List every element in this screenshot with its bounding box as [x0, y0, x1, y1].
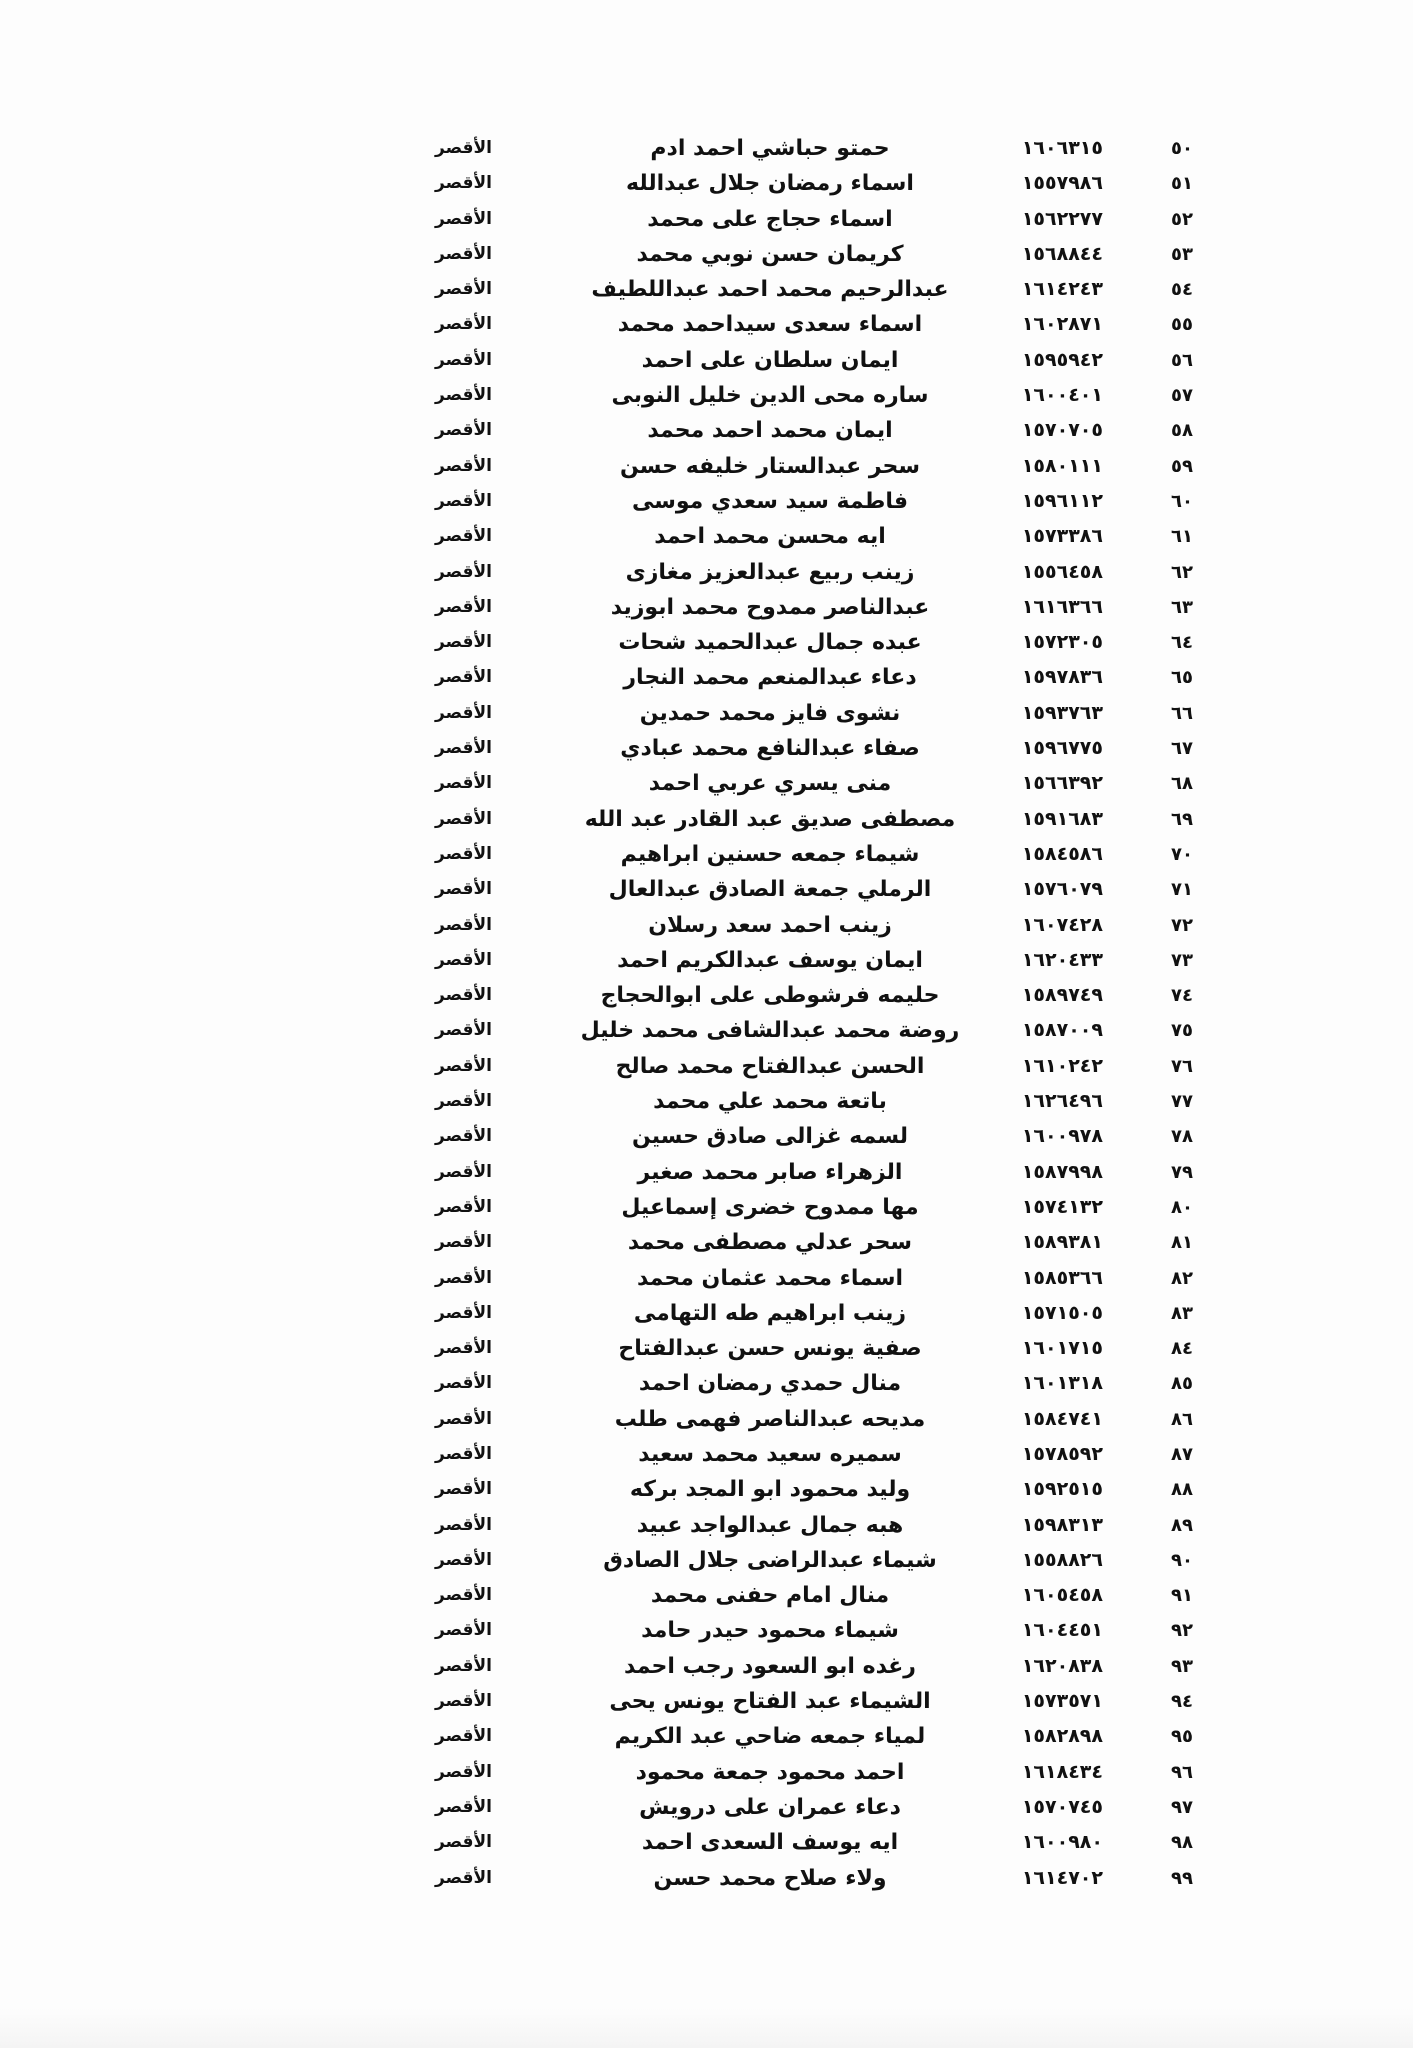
list-item: [0, 307, 1413, 342]
list-item: [0, 1331, 1413, 1366]
row-code: ١٥٧٣٥٧١: [1021, 1690, 1103, 1713]
row-number: ٦٢: [1171, 561, 1193, 583]
city-name: الأقصر: [435, 1620, 492, 1641]
city-name: الأقصر: [435, 1585, 492, 1606]
person-name: زينب احمد سعد رسلان: [648, 912, 892, 938]
row-number: ٩٤: [1171, 1691, 1193, 1713]
row-number: ٩٥: [1171, 1726, 1193, 1748]
list-item: [0, 1155, 1413, 1190]
row-number: ٨٨: [1171, 1479, 1193, 1501]
row-number: ٨٢: [1171, 1267, 1193, 1289]
row-number: ٥١: [1171, 173, 1193, 195]
city-name: الأقصر: [435, 914, 492, 935]
list-item: [0, 166, 1413, 201]
row-number: ٨٠: [1171, 1196, 1193, 1218]
list-item: [0, 802, 1413, 837]
list-item: [0, 1013, 1413, 1048]
person-name: عبده جمال عبدالحميد شحات: [618, 630, 922, 656]
person-name: رغده ابو السعود رجب احمد: [624, 1653, 916, 1679]
row-code: ١٥٥٨٨٢٦: [1021, 1548, 1103, 1571]
city-name: الأقصر: [435, 949, 492, 970]
list-item: [0, 1578, 1413, 1613]
row-code: ١٦٠٠٤٠١: [1021, 384, 1103, 407]
row-number: ٦٦: [1171, 702, 1193, 724]
row-number: ٩٠: [1171, 1549, 1193, 1571]
city-name: الأقصر: [435, 1443, 492, 1464]
person-name: شيماء عبدالراضى جلال الصادق: [603, 1547, 937, 1573]
row-code: ١٥٨٤٥٨٦: [1021, 842, 1103, 865]
row-code: ١٦١٤٧٠٢: [1021, 1866, 1103, 1889]
row-code: ١٦١٨٤٣٤: [1021, 1760, 1103, 1783]
list-item: [0, 449, 1413, 484]
row-number: ٥٧: [1171, 385, 1193, 407]
person-name: اسماء حجاج على محمد: [647, 206, 893, 232]
city-name: الأقصر: [435, 702, 492, 723]
city-name: الأقصر: [435, 1091, 492, 1112]
city-name: الأقصر: [435, 1867, 492, 1888]
row-number: ٧١: [1171, 879, 1193, 901]
city-name: الأقصر: [435, 843, 492, 864]
city-name: الأقصر: [435, 1020, 492, 1041]
city-name: الأقصر: [435, 808, 492, 829]
person-name: حليمه فرشوطى على ابوالحجاج: [600, 983, 940, 1009]
person-name: سحر عبدالستار خليفه حسن: [620, 453, 920, 479]
row-number: ٩١: [1171, 1585, 1193, 1607]
person-name: اسماء رمضان جلال عبدالله: [626, 171, 914, 197]
list-item: [0, 1790, 1413, 1825]
city-name: الأقصر: [435, 667, 492, 688]
row-number: ٨٥: [1171, 1373, 1193, 1395]
list-item: [0, 1543, 1413, 1578]
row-number: ٦١: [1171, 526, 1193, 548]
list-item: [0, 378, 1413, 413]
row-code: ١٥٦٨٨٤٤: [1021, 242, 1103, 265]
person-name: وليد محمود ابو المجد بركه: [629, 1477, 911, 1503]
row-code: ١٦٠١٧١٥: [1021, 1337, 1103, 1360]
person-name: كريمان حسن نوبي محمد: [636, 241, 904, 267]
city-name: الأقصر: [435, 1514, 492, 1535]
city-name: الأقصر: [435, 879, 492, 900]
row-code: ١٥٧٤١٣٢: [1021, 1195, 1103, 1218]
row-code: ١٥٧١٥٠٥: [1021, 1301, 1103, 1324]
person-name: زينب ربيع عبدالعزيز مغازى: [625, 559, 915, 585]
row-number: ٥٣: [1171, 243, 1193, 265]
row-number: ٨٩: [1171, 1514, 1193, 1536]
row-code: ١٥٨٥٣٦٦: [1021, 1266, 1103, 1289]
person-name: فاطمة سيد سعدي موسى: [631, 488, 908, 514]
list-item: [0, 1472, 1413, 1507]
list-item: [0, 484, 1413, 519]
row-number: ٧٨: [1171, 1126, 1193, 1148]
person-name: الشيماء عبد الفتاح يونس يحى: [609, 1689, 931, 1715]
person-name: منال حمدي رمضان احمد: [638, 1371, 902, 1397]
city-name: الأقصر: [435, 1338, 492, 1359]
row-number: ٦٣: [1171, 596, 1193, 618]
list-item: [0, 1649, 1413, 1684]
person-name: ايمان يوسف عبدالكريم احمد: [617, 947, 923, 973]
list-item: [0, 978, 1413, 1013]
row-code: ١٦٠٦٣١٥: [1021, 137, 1103, 159]
list-item: [0, 1684, 1413, 1719]
person-name: احمد محمود جمعة محمود: [635, 1759, 905, 1785]
row-code: ١٥٧٦٠٧٩: [1021, 878, 1103, 901]
list-item: [0, 343, 1413, 378]
list-item: [0, 766, 1413, 801]
row-number: ٦٥: [1171, 667, 1193, 689]
list-item: [0, 519, 1413, 554]
row-number: ٦٤: [1171, 632, 1193, 654]
list-item: [0, 660, 1413, 695]
list-item: [0, 1084, 1413, 1119]
list-item: [0, 413, 1413, 448]
row-number: ٩٩: [1171, 1867, 1193, 1889]
row-number: ٥٤: [1171, 279, 1193, 301]
city-name: الأقصر: [435, 1761, 492, 1782]
row-number: ٨٧: [1171, 1443, 1193, 1465]
row-number: ٦٠: [1171, 490, 1193, 512]
person-name: الزهراء صابر محمد صغير: [637, 1159, 903, 1185]
row-number: ٥٥: [1171, 314, 1193, 336]
row-number: ٩٢: [1171, 1620, 1193, 1642]
person-name: دعاء عبدالمنعم محمد النجار: [623, 665, 917, 691]
list-item: [0, 837, 1413, 872]
person-name: اسماء محمد عثمان محمد: [636, 1265, 904, 1291]
row-number: ٩٧: [1171, 1796, 1193, 1818]
city-name: الأقصر: [435, 1196, 492, 1217]
row-number: ٨٣: [1171, 1302, 1193, 1324]
list-item: [0, 1508, 1413, 1543]
city-name: الأقصر: [435, 279, 492, 300]
row-code: ١٥٨٠١١١: [1021, 454, 1103, 477]
city-name: الأقصر: [435, 1055, 492, 1076]
city-name: الأقصر: [435, 773, 492, 794]
row-number: ٥٠: [1171, 138, 1193, 159]
city-name: الأقصر: [435, 1161, 492, 1182]
list-item: [0, 1190, 1413, 1225]
list-item: [0, 202, 1413, 237]
row-code: ١٥٨٧٠٠٩: [1021, 1019, 1103, 1042]
city-name: الأقصر: [435, 1126, 492, 1147]
list-item: [0, 1296, 1413, 1331]
city-name: الأقصر: [435, 738, 492, 759]
row-number: ٨٤: [1171, 1338, 1193, 1360]
list-item: [0, 237, 1413, 272]
row-code: ١٦١٠٢٤٢: [1021, 1054, 1103, 1077]
city-name: الأقصر: [435, 1373, 492, 1394]
row-code: ١٥٩٨٣١٣: [1021, 1513, 1103, 1536]
city-name: الأقصر: [435, 561, 492, 582]
list-item: [0, 731, 1413, 766]
person-name: شيماء جمعه حسنين ابراهيم: [620, 841, 920, 867]
city-name: الأقصر: [435, 1302, 492, 1323]
list-item: [0, 1049, 1413, 1084]
city-name: الأقصر: [435, 1691, 492, 1712]
person-name: مديحه عبدالناصر فهمى طلب: [614, 1406, 926, 1432]
person-name: سحر عدلي مصطفى محمد: [627, 1230, 913, 1256]
row-number: ٩٨: [1171, 1832, 1193, 1854]
city-name: الأقصر: [435, 385, 492, 406]
row-code: ١٦٠٢٨٧١: [1021, 313, 1103, 336]
person-name: هبه جمال عبدالواجد عبيد: [636, 1512, 904, 1538]
row-number: ٧٠: [1171, 843, 1193, 865]
person-name: باتعة محمد علي محمد: [653, 1089, 887, 1115]
scan-edge: [0, 2008, 1413, 2048]
row-number: ٦٨: [1171, 773, 1193, 795]
city-name: الأقصر: [435, 349, 492, 370]
list-item: [0, 872, 1413, 907]
city-name: الأقصر: [435, 526, 492, 547]
row-code: ١٥٧٠٧٤٥: [1021, 1795, 1103, 1818]
row-code: ١٥٦٢٢٧٧: [1021, 207, 1103, 230]
row-number: ٨٦: [1171, 1408, 1193, 1430]
row-code: ١٥٩٢٥١٥: [1021, 1478, 1103, 1501]
row-code: ١٥٨٤٧٤١: [1021, 1407, 1103, 1430]
list-item: [0, 696, 1413, 731]
person-name: لسمه غزالى صادق حسين: [632, 1124, 908, 1150]
person-name: صفاء عبدالنافع محمد عبادي: [620, 736, 920, 762]
person-name: دعاء عمران على درويش: [639, 1794, 901, 1820]
city-name: الأقصر: [435, 1832, 492, 1853]
list-item: [0, 1402, 1413, 1437]
row-number: ٩٦: [1171, 1761, 1193, 1783]
list-item: [0, 1119, 1413, 1154]
person-name: سميره سعيد محمد سعيد: [638, 1441, 902, 1467]
list-item: [0, 555, 1413, 590]
row-number: ٧٦: [1171, 1055, 1193, 1077]
city-name: الأقصر: [435, 173, 492, 194]
list-item: [0, 1261, 1413, 1296]
city-name: الأقصر: [435, 455, 492, 476]
row-number: ٩٣: [1171, 1655, 1193, 1677]
list-item: [0, 1225, 1413, 1260]
row-code: ١٥٧٠٧٠٥: [1021, 419, 1103, 442]
list-item: [0, 1613, 1413, 1648]
row-number: ٧٣: [1171, 949, 1193, 971]
row-code: ١٦٠٠٩٨٠: [1021, 1831, 1103, 1854]
person-name: مصطفى صديق عبد القادر عبد الله: [584, 806, 956, 832]
person-name: منال امام حفنى محمد: [650, 1583, 890, 1609]
city-name: الأقصر: [435, 1726, 492, 1747]
person-name: ايه يوسف السعدى احمد: [641, 1830, 899, 1856]
city-name: الأقصر: [435, 632, 492, 653]
row-number: ٧٤: [1171, 985, 1193, 1007]
city-name: الأقصر: [435, 243, 492, 264]
person-name: لمياء جمعه ضاحي عبد الكريم: [614, 1724, 926, 1750]
person-name: شيماء محمود حيدر حامد: [641, 1618, 899, 1644]
row-code: ١٦٢٠٨٣٨: [1021, 1654, 1103, 1677]
list-item: [0, 1719, 1413, 1754]
row-code: ١٥٥٧٩٨٦: [1021, 172, 1103, 195]
row-code: ١٥٨٩٣٨١: [1021, 1231, 1103, 1254]
city-name: الأقصر: [435, 208, 492, 229]
city-name: الأقصر: [435, 314, 492, 335]
names-list: [0, 131, 1413, 1896]
city-name: الأقصر: [435, 1549, 492, 1570]
row-number: ٧٢: [1171, 914, 1193, 936]
list-item: [0, 590, 1413, 625]
row-code: ١٥٨٧٩٩٨: [1021, 1160, 1103, 1183]
row-code: ١٥٧٢٣٠٥: [1021, 631, 1103, 654]
person-name: الرملي جمعة الصادق عبدالعال: [608, 877, 932, 903]
row-code: ١٥٩٦٧٧٥: [1021, 737, 1103, 760]
row-code: ١٦٠١٣١٨: [1021, 1372, 1103, 1395]
city-name: الأقصر: [435, 1796, 492, 1817]
list-item: [0, 131, 1413, 166]
row-number: ٧٥: [1171, 1020, 1193, 1042]
person-name: عبدالرحيم محمد احمد عبداللطيف: [591, 277, 949, 303]
person-name: اسماء سعدى سيداحمد محمد: [617, 312, 923, 338]
person-name: ساره محى الدين خليل النوبى: [611, 383, 929, 409]
list-item: [0, 1437, 1413, 1472]
row-code: ١٥٦٦٣٩٢: [1021, 772, 1103, 795]
row-code: ١٦٠٥٤٥٨: [1021, 1584, 1103, 1607]
row-number: ٥٩: [1171, 455, 1193, 477]
row-code: ١٥٩٧٨٣٦: [1021, 666, 1103, 689]
row-number: ٨١: [1171, 1232, 1193, 1254]
person-name: روضة محمد عبدالشافى محمد خليل: [580, 1018, 960, 1044]
list-item: [0, 625, 1413, 660]
person-name: منى يسري عربي احمد: [648, 771, 892, 797]
row-code: ١٦٠٧٤٢٨: [1021, 913, 1103, 936]
row-code: ١٦٠٠٩٧٨: [1021, 1125, 1103, 1148]
row-code: ١٥٨٩٧٤٩: [1021, 984, 1103, 1007]
row-number: ٧٧: [1171, 1091, 1193, 1113]
city-name: الأقصر: [435, 490, 492, 511]
person-name: ولاء صلاح محمد حسن: [653, 1865, 887, 1891]
city-name: الأقصر: [435, 138, 492, 158]
row-code: ١٥٧٣٣٨٦: [1021, 525, 1103, 548]
row-code: ١٥٩٥٩٤٢: [1021, 348, 1103, 371]
row-code: ١٥٥٦٤٥٨: [1021, 560, 1103, 583]
list-item: [0, 1861, 1413, 1896]
person-name: حمتو حباشي احمد ادم: [650, 136, 890, 161]
list-item: [0, 1755, 1413, 1790]
city-name: الأقصر: [435, 1267, 492, 1288]
row-code: ١٦٠٤٤٥١: [1021, 1619, 1103, 1642]
person-name: مها ممدوح خضرى إسماعيل: [621, 1194, 919, 1220]
row-code: ١٦٢٠٤٣٣: [1021, 948, 1103, 971]
city-name: الأقصر: [435, 596, 492, 617]
row-number: ٥٢: [1171, 208, 1193, 230]
person-name: صفية يونس حسن عبدالفتاح: [618, 1336, 922, 1362]
row-code: ١٥٨٢٨٩٨: [1021, 1725, 1103, 1748]
list-item: [0, 1366, 1413, 1401]
row-code: ١٥٧٨٥٩٢: [1021, 1442, 1103, 1465]
row-code: ١٥٩١٦٨٣: [1021, 807, 1103, 830]
row-code: ١٥٩٣٧٦٣: [1021, 701, 1103, 724]
city-name: الأقصر: [435, 1479, 492, 1500]
person-name: عبدالناصر ممدوح محمد ابوزيد: [610, 594, 930, 620]
row-code: ١٥٩٦١١٢: [1021, 489, 1103, 512]
person-name: ايمان محمد احمد محمد: [647, 418, 893, 444]
city-name: الأقصر: [435, 1408, 492, 1429]
city-name: الأقصر: [435, 1655, 492, 1676]
row-code: ١٦٢٦٤٩٦: [1021, 1090, 1103, 1113]
row-number: ٧٩: [1171, 1161, 1193, 1183]
row-number: ٦٩: [1171, 808, 1193, 830]
city-name: الأقصر: [435, 420, 492, 441]
row-code: ١٦١٤٢٤٣: [1021, 278, 1103, 301]
person-name: نشوى فايز محمد حمدين: [639, 700, 901, 726]
row-number: ٥٦: [1171, 349, 1193, 371]
person-name: ايه محسن محمد احمد: [654, 524, 886, 550]
city-name: الأقصر: [435, 985, 492, 1006]
city-name: الأقصر: [435, 1232, 492, 1253]
person-name: زينب ابراهيم طه التهامى: [633, 1300, 907, 1326]
person-name: ايمان سلطان على احمد: [641, 347, 899, 373]
list-item: [0, 272, 1413, 307]
person-name: الحسن عبدالفتاح محمد صالح: [615, 1053, 925, 1079]
row-code: ١٦١٦٣٦٦: [1021, 595, 1103, 618]
list-item: [0, 1825, 1413, 1860]
list-item: [0, 908, 1413, 943]
row-number: ٥٨: [1171, 420, 1193, 442]
row-number: ٦٧: [1171, 738, 1193, 760]
list-item: [0, 943, 1413, 978]
